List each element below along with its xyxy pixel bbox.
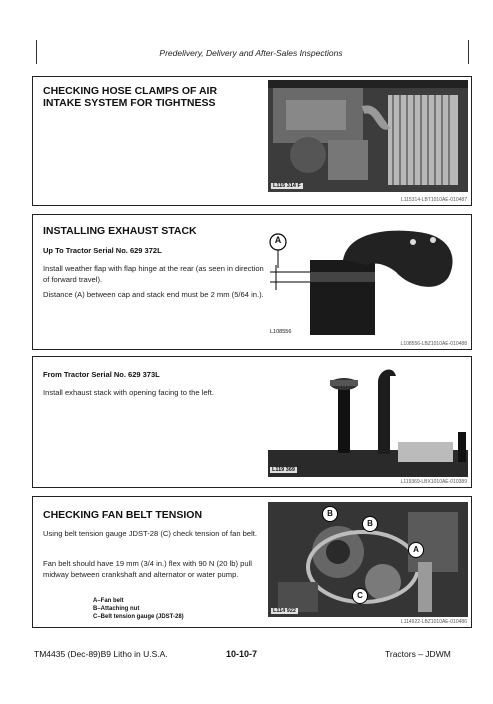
photo-exhaust-stack	[268, 362, 468, 477]
paragraph: Install exhaust stack with opening facing to the left.	[43, 388, 214, 397]
section-subtitle: From Tractor Serial No. 629 373L	[43, 370, 160, 379]
photo-label: L115 314 F	[273, 183, 301, 189]
callout-a: A	[408, 542, 424, 558]
legend-item: B–Attaching nut	[93, 606, 140, 612]
footer-page-number: 10-10-7	[226, 649, 258, 659]
callout-a: A	[274, 235, 282, 245]
photo-exhaust-cap	[268, 220, 468, 335]
photo-fan-belt	[268, 502, 468, 617]
footer-right: Tractors – JDWM	[385, 649, 451, 659]
section-title: INSTALLING EXHAUST STACK	[43, 225, 197, 237]
section-subtitle: Up To Tractor Serial No. 629 372L	[43, 246, 162, 255]
paragraph: Fan belt should have 19 mm (3/4 in.) flex with 90 N (20 lb) pull midway between crankshaft and alternator or water pump.	[43, 559, 252, 579]
section-fan-belt	[32, 496, 472, 628]
legend-item: C–Belt tension gauge (JDST-28)	[93, 614, 184, 620]
photo-code: L115314-LBT1010AE-010487	[400, 197, 467, 203]
margin-line-right	[468, 40, 469, 64]
section-title: CHECKING FAN BELT TENSION	[43, 509, 203, 521]
photo-label: L114 922	[273, 608, 296, 614]
photo-label: L108556	[270, 329, 292, 335]
paragraph: Distance (A) between cap and stack end must be 2 mm (5/64 in.).	[43, 290, 264, 299]
callout-c: C	[352, 588, 368, 604]
legend	[93, 597, 184, 621]
footer-left: TM4435 (Dec-89)B9 Litho in U.S.A.	[34, 649, 168, 659]
photo-label: L119 369	[272, 467, 295, 473]
page-header: Predelivery, Delivery and After-Sales Inspections	[159, 48, 343, 58]
callout-b: B	[362, 516, 378, 532]
section-title: CHECKING HOSE CLAMPS OF AIR INTAKE SYSTEM FOR TIGHTNESS	[43, 85, 218, 109]
legend-item: A–Fan belt	[93, 598, 124, 604]
section-hose-clamps	[32, 76, 472, 206]
section-exhaust-stack	[32, 214, 472, 350]
callout-b: B	[322, 506, 338, 522]
photo-air-intake	[268, 80, 468, 192]
photo-code: L119369-LBX1010AE-010389	[400, 479, 467, 485]
paragraph: Using belt tension gauge JDST-28 (C) check tension of fan belt.	[43, 529, 258, 538]
section-exhaust-stack-later	[32, 356, 472, 488]
photo-code: L114922-LBZ1010AE-010486	[400, 619, 467, 625]
photo-code: L108556-LBZ1010AE-010488	[400, 341, 467, 347]
paragraph: Install weather flap with flap hinge at the rear (as seen in direction of forward travel).	[43, 264, 264, 284]
